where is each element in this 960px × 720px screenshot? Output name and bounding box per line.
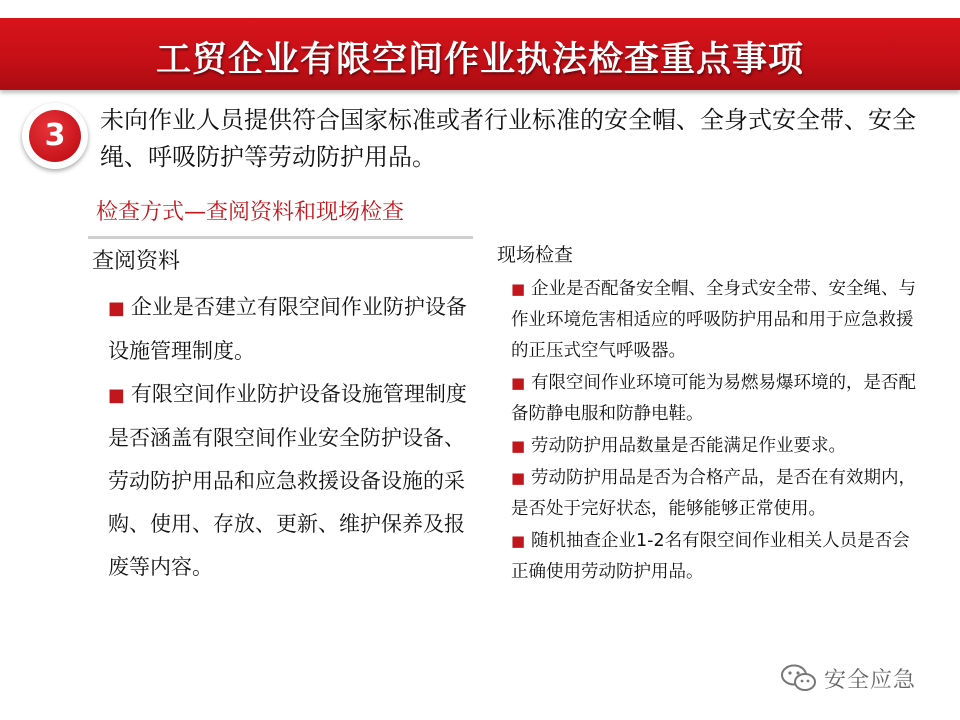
site-inspection-title: 现场检查 — [497, 244, 574, 266]
list-item: ■ 劳动防护用品是否为合格产品，是否在有效期内，是否处于完好状态，能够能够正常使用。 — [511, 468, 917, 519]
list-item: ■ 企业是否配备安全帽、全身式安全带、安全绳、与作业环境危害相适应的呼吸防护用品和用于应急救援的正压式空气呼吸器。 — [511, 279, 917, 361]
site-inspection-column — [497, 238, 917, 589]
bullet-square-icon: ■ — [511, 532, 526, 550]
list-item: ■ 劳动防护用品数量是否能满足作业要求。 — [511, 436, 847, 456]
list-item: ■ 有限空间作业防护设备设施管理制度是否涵盖有限空间作业安全防护设备、劳动防护用品和应急救援设备设施的采购、使用、存放、更新、维护保养及报废等内容。 — [108, 382, 467, 579]
bullet-square-icon: ■ — [511, 280, 526, 298]
list-item: ■ 随机抽查企业1-2名有限空间作业相关人员是否会正确使用劳动防护用品。 — [511, 531, 910, 582]
document-review-column — [92, 244, 477, 589]
bullet-square-icon: ■ — [108, 385, 125, 406]
page-title: 工贸企业有限空间作业执法检查重点事项 — [155, 40, 804, 80]
divider — [88, 236, 473, 239]
inspection-method: 检查方式—查阅资料和现场检查 — [96, 200, 405, 225]
number-badge — [22, 103, 88, 169]
list-item: ■ 企业是否建立有限空间作业防护设备设施管理制度。 — [108, 295, 467, 363]
list-item: ■ 有限空间作业环境可能为易燃易爆环境的，是否配备防静电服和防静电鞋。 — [511, 373, 917, 424]
bullet-square-icon: ■ — [511, 437, 526, 455]
bullet-square-icon: ■ — [511, 374, 526, 392]
number-circle-icon: 3 — [29, 110, 81, 162]
watermark — [780, 660, 916, 696]
item-heading: 未向作业人员提供符合国家标准或者行业标准的安全帽、全身式安全带、安全绳、呼吸防护等劳动防护用品。 — [100, 106, 916, 171]
watermark-text: 安全应急 — [824, 667, 917, 693]
bullet-square-icon: ■ — [108, 298, 125, 319]
bullet-square-icon: ■ — [511, 469, 526, 487]
document-review-title: 查阅资料 — [92, 249, 181, 274]
title-bar — [0, 18, 960, 90]
wechat-icon — [780, 663, 818, 693]
